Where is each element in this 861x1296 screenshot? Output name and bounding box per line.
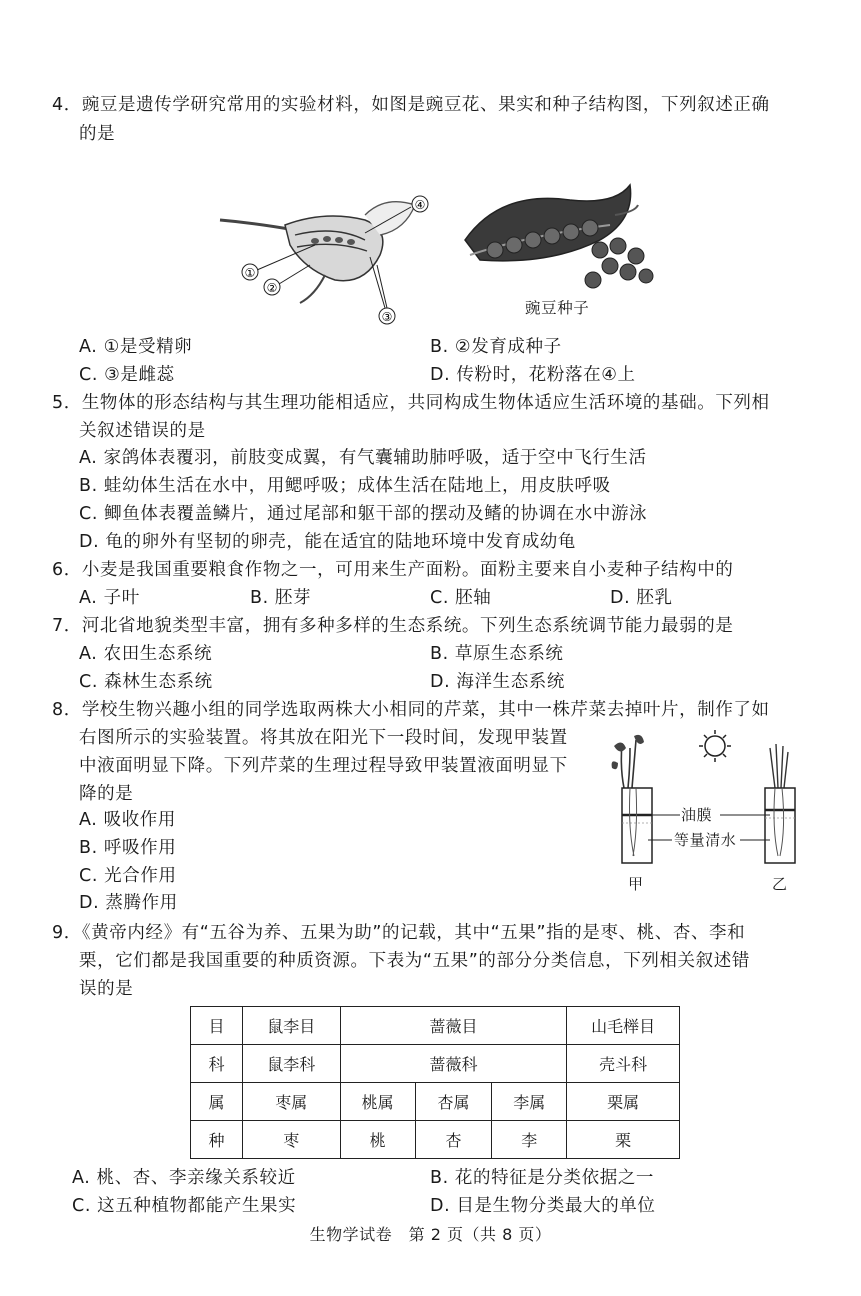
- q8-stem-line2: 右图所示的实验装置。将其放在阳光下一段时间，发现甲装置: [79, 728, 568, 748]
- q4-option-d[interactable]: D. 传粉时，花粉落在④上: [430, 365, 636, 385]
- q5-option-c[interactable]: C. 鲫鱼体表覆盖鳞片，通过尾部和躯干部的摆动及鳍的协调在水中游泳: [79, 504, 648, 524]
- table-cell: 枣: [242, 1121, 340, 1159]
- q5-option-b[interactable]: B. 蛙幼体生活在水中，用鳃呼吸；成体生活在陆地上，用皮肤呼吸: [79, 476, 611, 496]
- oil-film-label: 油膜: [681, 806, 713, 824]
- table-cell: 科: [191, 1045, 243, 1083]
- q6-option-d[interactable]: D. 胚乳: [610, 588, 673, 608]
- table-cell: 目: [191, 1007, 243, 1045]
- table-cell: 栗属: [567, 1083, 680, 1121]
- q9-option-a[interactable]: A. 桃、杏、李亲缘关系较近: [72, 1168, 296, 1188]
- table-cell: 蔷薇科: [340, 1045, 567, 1083]
- q4-option-c[interactable]: C. ③是雌蕊: [79, 365, 175, 385]
- q4-stem-line2: 的是: [79, 124, 116, 144]
- q9-stem-line2: 栗，它们都是我国重要的种质资源。下表为“五果”的部分分类信息，下列相关叙述错: [79, 951, 750, 971]
- table-cell: 栗: [567, 1121, 680, 1159]
- table-cell: 桃属: [340, 1083, 415, 1121]
- q7-option-c[interactable]: C. 森林生态系统: [79, 672, 213, 692]
- page-footer: 生物学试卷 第 2 页（共 8 页）: [309, 1225, 552, 1244]
- table-cell: 李属: [492, 1083, 567, 1121]
- fig-label-2: ②: [266, 281, 278, 295]
- table-cell: 蔷薇目: [340, 1007, 567, 1045]
- q8-option-d[interactable]: D. 蒸腾作用: [79, 893, 178, 913]
- table-cell: 杏属: [415, 1083, 492, 1121]
- table-cell: 种: [191, 1121, 243, 1159]
- table-cell: 壳斗科: [567, 1045, 680, 1083]
- beaker-jia: [612, 735, 652, 863]
- table-cell: 杏: [415, 1121, 492, 1159]
- q8-option-c[interactable]: C. 光合作用: [79, 866, 177, 886]
- table-row: [191, 1007, 680, 1045]
- q7-stem: 7．河北省地貌类型丰富，拥有多种多样的生态系统。下列生态系统调节能力最弱的是: [52, 616, 734, 636]
- q8-stem-line4: 降的是: [79, 784, 134, 804]
- q6-option-c[interactable]: C. 胚轴: [430, 588, 492, 608]
- q4-option-b[interactable]: B. ②发育成种子: [430, 337, 562, 357]
- q9-option-d[interactable]: D. 目是生物分类最大的单位: [430, 1196, 656, 1216]
- q4-option-a[interactable]: A. ①是受精卵: [79, 337, 193, 357]
- q7-option-b[interactable]: B. 草原生态系统: [430, 644, 564, 664]
- q8-stem-line1: 8．学校生物兴趣小组的同学选取两株大小相同的芹菜，其中一株芹菜去掉叶片，制作了如: [52, 700, 770, 720]
- pea-pod-figure: [450, 180, 660, 300]
- table-cell: 山毛榉目: [567, 1007, 680, 1045]
- fig-label-4: ④: [414, 198, 426, 212]
- pea-seed-label: 豌豆种子: [525, 299, 590, 317]
- beaker-jia-label: 甲: [628, 875, 644, 893]
- q5-stem-line2: 关叙述错误的是: [79, 421, 206, 441]
- water-label: 等量清水: [674, 831, 737, 849]
- table-cell: 属: [191, 1083, 243, 1121]
- q6-option-a[interactable]: A. 子叶: [79, 588, 140, 608]
- fig-label-3: ③: [381, 310, 393, 324]
- q9-stem-line1: 9．《黄帝内经》有“五谷为养、五果为助”的记载，其中“五果”指的是枣、桃、杏、李和: [52, 923, 746, 943]
- table-cell: 鼠李科: [242, 1045, 340, 1083]
- q8-option-a[interactable]: A. 吸收作用: [79, 810, 176, 830]
- table-row: [191, 1121, 680, 1159]
- q6-option-b[interactable]: B. 胚芽: [250, 588, 312, 608]
- q5-stem-line1: 5．生物体的形态结构与其生理功能相适应，共同构成生物体适应生活环境的基础。下列相: [52, 393, 770, 413]
- table-row: [191, 1083, 680, 1121]
- q9-option-c[interactable]: C. 这五种植物都能产生果实: [72, 1196, 297, 1216]
- classification-table: [190, 1006, 680, 1159]
- table-cell: 枣属: [242, 1083, 340, 1121]
- q9-option-b[interactable]: B. 花的特征是分类依据之一: [430, 1168, 655, 1188]
- q8-option-b[interactable]: B. 呼吸作用: [79, 838, 177, 858]
- q9-stem-line3: 误的是: [79, 979, 134, 999]
- pea-flower-figure: [215, 185, 445, 330]
- q5-option-d[interactable]: D. 龟的卵外有坚韧的卵壳，能在适宜的陆地环境中发育成幼龟: [79, 532, 576, 552]
- table-row: [191, 1045, 680, 1083]
- q8-stem-line3: 中液面明显下降。下列芹菜的生理过程导致甲装置液面明显下: [79, 756, 568, 776]
- table-cell: 鼠李目: [242, 1007, 340, 1045]
- q7-option-d[interactable]: D. 海洋生态系统: [430, 672, 566, 692]
- sun-icon: [699, 730, 731, 762]
- q4-stem-line1: 4．豌豆是遗传学研究常用的实验材料，如图是豌豆花、果实和种子结构图，下列叙述正确: [52, 95, 770, 115]
- beaker-yi-label: 乙: [772, 875, 788, 893]
- table-cell: 桃: [340, 1121, 415, 1159]
- q6-stem: 6．小麦是我国重要粮食作物之一，可用来生产面粉。面粉主要来自小麦种子结构中的: [52, 560, 734, 580]
- q5-option-a[interactable]: A. 家鸽体表覆羽，前肢变成翼，有气囊辅助肺呼吸，适于空中飞行生活: [79, 448, 647, 468]
- fig-label-1: ①: [244, 266, 256, 280]
- beaker-yi: [765, 744, 795, 863]
- q7-option-a[interactable]: A. 农田生态系统: [79, 644, 213, 664]
- table-cell: 李: [492, 1121, 567, 1159]
